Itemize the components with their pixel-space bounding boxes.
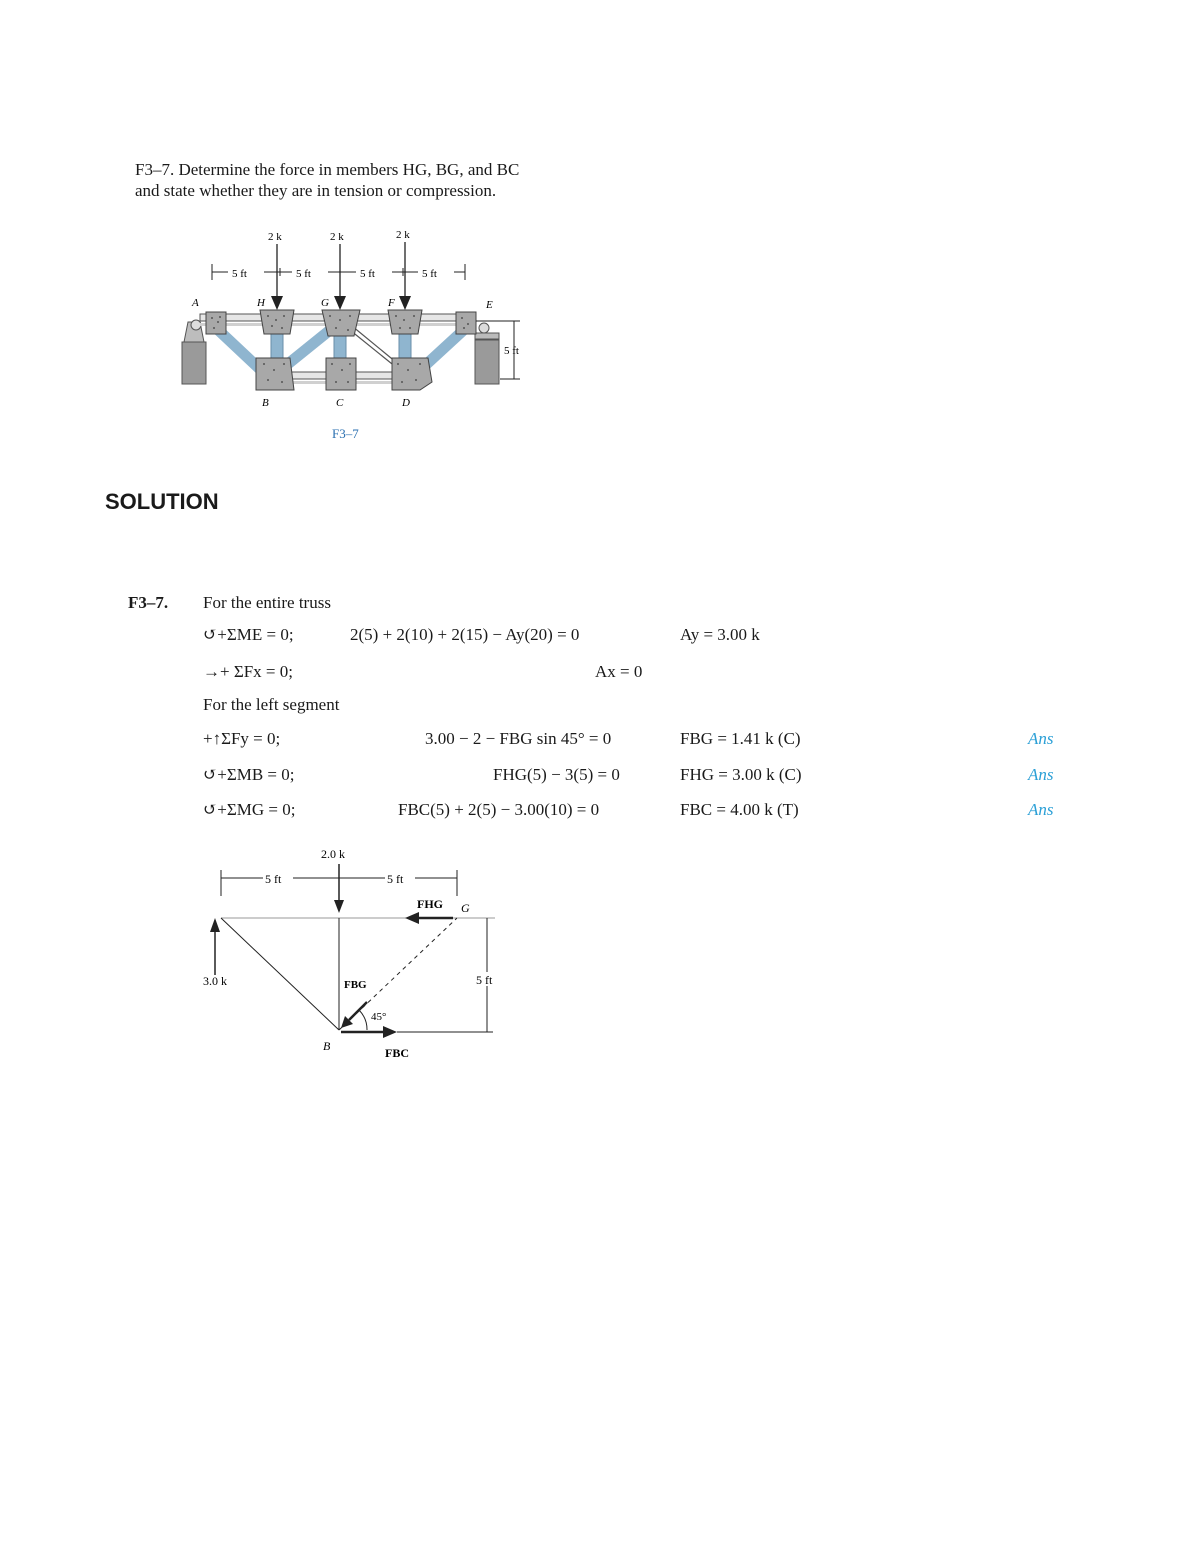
equation-5: FBC(5) + 2(5) − 3.00(10) = 0 — [398, 800, 600, 819]
truss-node-f: F — [388, 297, 395, 309]
problem-statement-line-2: and state whether they are in tension or compression. — [135, 181, 497, 200]
truss-spacing-label-4: 5 ft — [422, 268, 437, 280]
fbd-height-label: 5 ft — [476, 973, 493, 987]
truss-load-arrow-f — [399, 242, 411, 310]
truss-gusset-h — [260, 310, 294, 334]
truss-load-label-2: 2 k — [330, 231, 344, 243]
truss-gusset-a — [206, 312, 226, 334]
fbd-fbg-label: FBG — [344, 979, 367, 991]
truss-load-label-1: 2 k — [268, 231, 282, 243]
truss-node-e: E — [486, 299, 493, 311]
truss-figure — [170, 222, 550, 447]
fbd-node-g: G — [461, 901, 470, 915]
truss-gusset-g — [322, 310, 360, 336]
equation-result-3: FBG = 1.41 k (C) — [680, 729, 801, 748]
truss-spacing-label-2: 5 ft — [296, 268, 311, 280]
fbd-fhg-arrow — [405, 912, 453, 924]
equation-result-5: FBC = 4.00 k (T) — [680, 800, 799, 819]
truss-node-h: H — [257, 297, 265, 309]
fbd-reaction-arrow — [210, 918, 220, 975]
truss-node-g: G — [321, 297, 329, 309]
equation-label-2: →+ ΣFx = 0; — [203, 662, 293, 681]
truss-gusset-b — [256, 358, 294, 390]
fbd-fbc-arrow — [341, 1026, 397, 1038]
truss-spacing-label-1: 5 ft — [232, 268, 247, 280]
fbd-right-dimension: 5 ft — [387, 872, 404, 886]
fbd-load-label: 2.0 k — [321, 847, 345, 861]
solution-number: F3–7. — [128, 593, 169, 612]
equation-label-3: +↑ΣFy = 0; — [203, 729, 281, 748]
fbd-reaction-label: 3.0 k — [203, 974, 227, 988]
truss-node-c: C — [336, 397, 344, 409]
fbd-fhg-label: FHG — [417, 897, 443, 911]
fbd-member-ab — [221, 918, 339, 1030]
equation-1: 2(5) + 2(10) + 2(15) − Ay(20) = 0 — [350, 625, 580, 644]
truss-load-label-3: 2 k — [396, 229, 410, 241]
equation-label-5: ↺+ΣMG = 0; — [203, 800, 296, 819]
problem-statement-line-1: F3–7. Determine the force in members HG, BG, and BC — [135, 160, 520, 179]
truss-support-left — [182, 320, 206, 384]
truss-gusset-d — [392, 358, 432, 390]
truss-gusset-f — [388, 310, 422, 334]
fbd-fbc-label: FBC — [385, 1046, 409, 1060]
truss-node-d: D — [402, 397, 410, 409]
truss-node-a: A — [192, 297, 199, 309]
equation-result-1: Ay = 3.00 k — [680, 625, 760, 644]
fbd-left-dimension: 5 ft — [265, 872, 282, 886]
solution-line-entire-truss: For the entire truss — [203, 593, 331, 612]
equation-label-1: ↺+ΣME = 0; — [203, 625, 294, 644]
fbd-angle-label: 45° — [371, 1011, 387, 1023]
equation-2: Ax = 0 — [595, 662, 643, 681]
fbd-angle-arc — [359, 1010, 367, 1030]
free-body-diagram — [195, 840, 515, 1070]
equation-label-4: ↺+ΣMB = 0; — [203, 765, 295, 784]
truss-node-b: B — [262, 397, 269, 409]
solution-heading: SOLUTION — [105, 489, 219, 514]
truss-figure-caption: F3–7 — [332, 426, 359, 441]
truss-spacing-label-3: 5 ft — [360, 268, 375, 280]
truss-load-arrow-h — [271, 244, 283, 310]
equation-result-4: FHG = 3.00 k (C) — [680, 765, 802, 784]
truss-height-label: 5 ft — [504, 345, 519, 357]
truss-load-arrow-g — [334, 244, 346, 310]
fbd-load-arrow — [334, 864, 344, 913]
answer-tag-1: Ans — [1028, 729, 1054, 748]
equation-3: 3.00 − 2 − FBG sin 45° = 0 — [425, 729, 612, 748]
equation-4: FHG(5) − 3(5) = 0 — [493, 765, 620, 784]
answer-tag-2: Ans — [1028, 765, 1054, 784]
truss-gusset-e — [456, 312, 476, 334]
truss-gusset-c — [326, 358, 356, 390]
fbd-node-b: B — [323, 1039, 331, 1053]
answer-tag-3: Ans — [1028, 800, 1054, 819]
solution-line-left-segment: For the left segment — [203, 695, 340, 714]
truss-support-right — [475, 323, 499, 384]
